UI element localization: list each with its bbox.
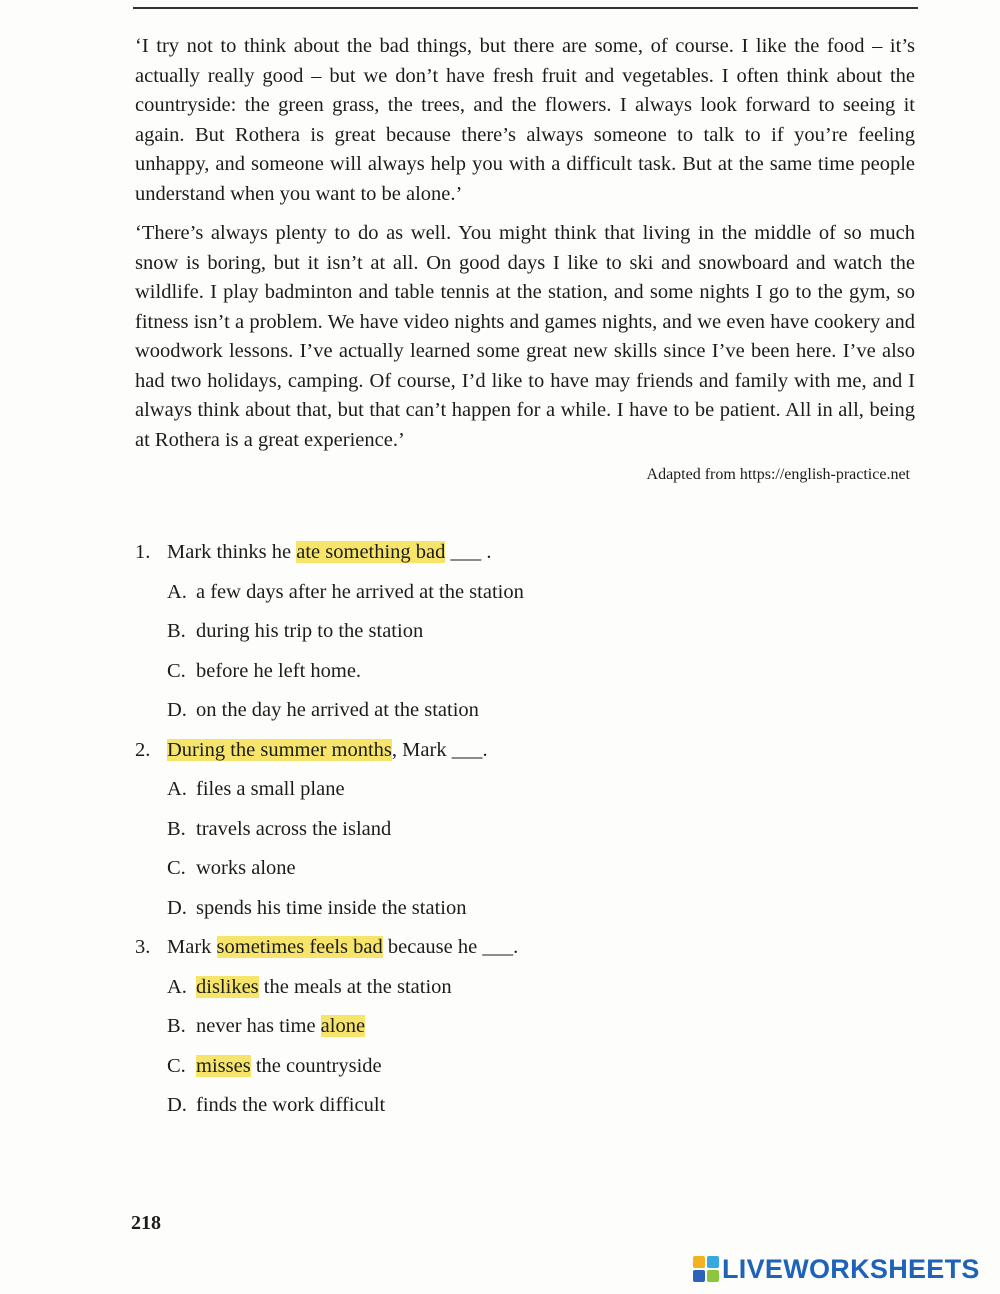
option-text: travels across the island <box>196 817 392 840</box>
highlighted-text: sometimes feels bad <box>216 936 383 958</box>
question-1-option-c[interactable] <box>135 656 895 696</box>
highlighted-text: dislikes <box>196 975 259 998</box>
logo-square <box>707 1256 719 1268</box>
question-2-option-b[interactable] <box>135 814 895 854</box>
option-text: the meals at the station <box>258 975 452 998</box>
option-letter: A. <box>167 580 187 603</box>
reading-passage <box>135 32 915 465</box>
question-2-stem <box>135 735 895 775</box>
option-letter: C. <box>167 1054 186 1077</box>
question-1-option-a[interactable] <box>135 577 895 617</box>
question-2-option-d[interactable] <box>135 893 895 933</box>
stem-text: ___ . <box>445 541 492 563</box>
option-letter: B. <box>167 620 186 642</box>
highlighted-text: ate something bad <box>296 541 446 563</box>
question-1-option-b[interactable] <box>135 616 895 656</box>
liveworksheets-brand[interactable] <box>693 1254 980 1284</box>
option-text: never has time <box>196 1015 321 1037</box>
option-letter: D. <box>167 699 187 721</box>
passage-paragraph-2: ‘There’s always plenty to do as well. You might think that living in the middle of so much snow is boring, but it isn’t at all. On good days I like to ski and snowboard and watch the wildlife. I play badminton and table tennis at the station, and some nights I go to the gym, so fitness isn’t a problem. We have video nights and games nights, and we even have cookery and woodwork lessons. I’ve actually learned some great new skills since I’ve been here. I’ve also had two holidays, camping. Of course, I’d like to have may friends and family with me, and I always think about that, but that can’t happen for a while. I have to be patient. All in all, being at Rothera is a great experience.’ <box>135 222 915 451</box>
question-number: 2. <box>135 738 151 761</box>
option-letter: B. <box>167 1015 186 1037</box>
option-text: the countryside <box>250 1054 382 1077</box>
logo-square <box>693 1270 705 1282</box>
option-text: on the day he arrived at the station <box>196 699 479 721</box>
liveworksheets-logo-icon <box>693 1256 719 1282</box>
option-text: spends his time inside the station <box>196 896 467 919</box>
option-letter: C. <box>167 659 186 682</box>
question-list <box>135 537 895 1130</box>
option-text: during his trip to the station <box>196 620 424 642</box>
highlighted-text: alone <box>320 1015 366 1037</box>
question-number: 1. <box>135 541 151 563</box>
page-number: 218 <box>131 1212 161 1234</box>
option-letter: D. <box>167 896 187 919</box>
option-text: before he left home. <box>196 659 362 682</box>
option-letter: A. <box>167 975 187 998</box>
stem-text: because he ___. <box>382 936 519 958</box>
option-letter: B. <box>167 817 186 840</box>
question-3-stem <box>135 932 895 972</box>
option-text: files a small plane <box>196 778 345 800</box>
question-3-option-b[interactable] <box>135 1011 895 1051</box>
stem-text: Mark thinks he <box>167 541 297 563</box>
source-credit: Adapted from https://english-practice.net <box>646 466 910 483</box>
question-text <box>167 537 492 577</box>
option-letter: D. <box>167 1094 187 1116</box>
question-3-option-a[interactable] <box>135 972 895 1012</box>
option-letter: A. <box>167 778 187 800</box>
question-number: 3. <box>135 936 151 958</box>
question-3-option-c[interactable] <box>135 1051 895 1091</box>
option-letter: C. <box>167 857 186 879</box>
highlighted-text: misses <box>196 1054 251 1077</box>
question-2-option-c[interactable] <box>135 853 895 893</box>
question-1-option-d[interactable] <box>135 695 895 735</box>
option-text: finds the work difficult <box>196 1094 386 1116</box>
highlighted-text: During the summer months <box>167 738 392 761</box>
stem-text: Mark <box>167 936 217 958</box>
question-2-option-a[interactable] <box>135 774 895 814</box>
logo-square <box>693 1256 705 1268</box>
option-text: a few days after he arrived at the station <box>196 580 524 603</box>
top-rule <box>133 7 918 9</box>
brand-name: LIVEWORKSHEETS <box>722 1254 980 1284</box>
passage-paragraph-1: ‘I try not to think about the bad things, but there are some, of course. I like the food – it’s actually really good – but we don’t have fresh fruit and vegetables. I often think about the countryside: the green grass, the trees, and the flowers. I always look forward to seeing it again. But Rothera is great because there’s always someone to talk to if you’re feeling unhappy, and someone will always help you with a difficult task. But at the same time people understand when you want to be alone.’ <box>135 35 915 205</box>
stem-text: , Mark ___. <box>391 738 488 761</box>
question-3-option-d[interactable] <box>135 1090 895 1130</box>
question-text <box>167 735 488 775</box>
logo-square <box>707 1270 719 1282</box>
question-1-stem <box>135 537 895 577</box>
question-text <box>167 932 518 972</box>
option-text: works alone <box>196 857 296 879</box>
